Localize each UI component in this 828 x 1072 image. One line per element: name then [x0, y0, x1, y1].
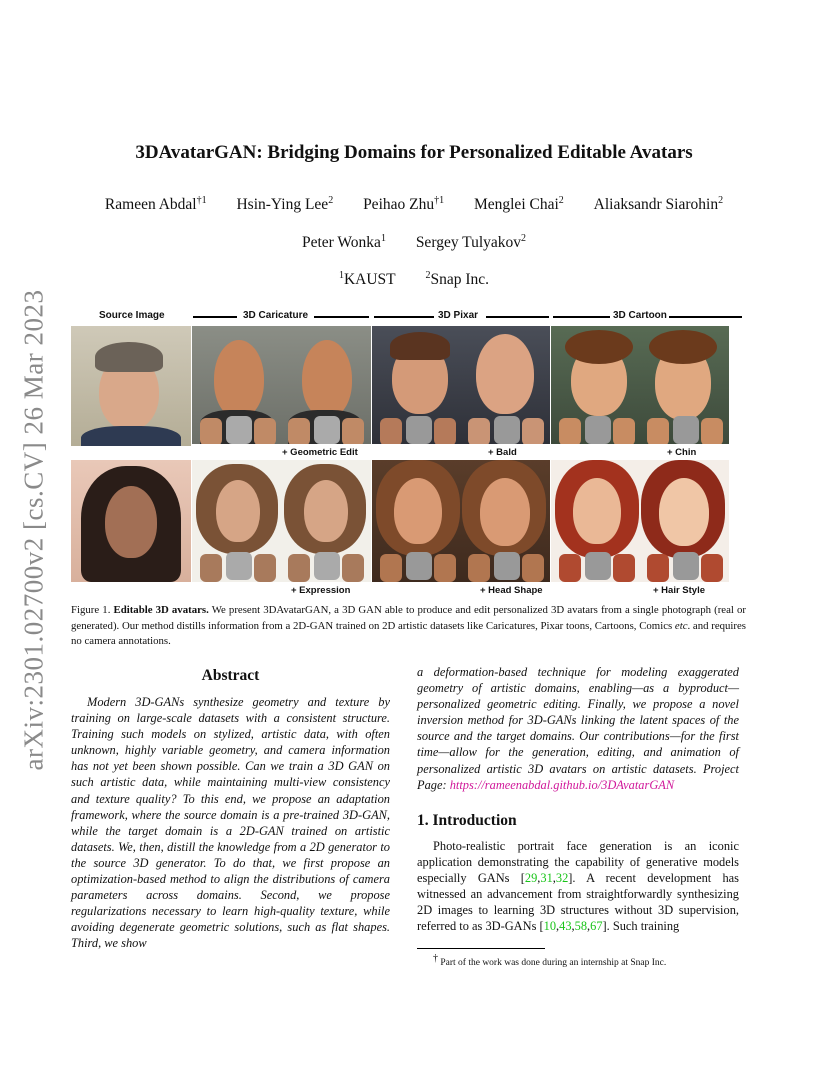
- abstract-heading: Abstract: [201, 667, 260, 684]
- affiliation: $^1$KAUST: [338, 270, 396, 289]
- caricature-panel-row2: [192, 460, 371, 582]
- caption-etc: etc: [674, 619, 688, 632]
- arrow-line: [553, 316, 610, 318]
- teaser-figure: [71, 304, 745, 596]
- abstract-continued: [417, 664, 739, 793]
- citation-link[interactable]: 31: [540, 871, 553, 886]
- cartoon-panel-row2: [551, 460, 729, 582]
- abstract-body: [71, 694, 390, 952]
- introduction-body: [417, 838, 739, 935]
- paper-title: 3DAvatarGAN: Bridging Domains for Personalized Editable Avatars: [135, 142, 693, 163]
- citation-link[interactable]: 29: [524, 871, 538, 886]
- authors-row-2: [0, 233, 828, 252]
- abstract-continued-text: a deformation-based technique for modeling exaggerated geometry of artistic domains, enabling—as a byproduct—personalized geometric editing. Finally, we propose a novel inversion method for 3D-GANs linking the latent spaces of the source and the target domains. Our contributions—for the first time—allow for the generation, editing, and animation of personalized artistic 3D avatars on artistic datasets.: [417, 665, 739, 776]
- project-page-link[interactable]: https://rameenabdal.github.io/3DAvatarGAN: [449, 777, 675, 792]
- citation-link[interactable]: 32: [555, 871, 569, 886]
- arrow-line: [374, 316, 434, 318]
- header-source-image: Source Image: [99, 310, 165, 321]
- footnote-divider: [417, 948, 545, 949]
- source-photo-female: [71, 460, 191, 582]
- authors-row-1: [0, 195, 828, 214]
- figure-caption: [71, 603, 746, 650]
- affiliation: $^2$Snap Inc.: [425, 270, 490, 289]
- affiliations: [0, 270, 828, 289]
- header-3d-pixar: 3D Pixar: [438, 310, 479, 321]
- author: Aliaksandr Siarohin$^2$: [593, 195, 724, 214]
- right-column: [417, 664, 739, 793]
- label-bald: + Bald: [488, 447, 517, 458]
- arrow-line: [193, 316, 237, 318]
- label-geometric-edit: + Geometric Edit: [282, 447, 358, 458]
- arrow-line: [669, 316, 742, 318]
- header-3d-caricature: 3D Caricature: [243, 310, 309, 321]
- label-expression: + Expression: [291, 585, 351, 596]
- pixar-panel-row2: [372, 460, 550, 582]
- abstract-paragraph: Modern 3D-GANs synthesize geometry and texture by training on large-scale datasets with a consistent structure. Training such models on stylized, artistic data, with often unknown, highly variable geometry, and camera information has not yet been shown possible. Can we train a 3D GAN on such artistic data, while maintaining multi-view consistency and texture quality? To this end, we propose an adaptation framework, where the source domain is a pre-trained 3D-GAN, while the target domain is a 2D-GAN trained on artistic datasets. We, then, distill the knowledge from a 2D generator to the source 3D generator. To do that, we first propose an optimization-based method to align the distributions of camera parameters across domains. Second, we propose regularizations necessary to learn high-quality texture, while avoiding degenerate geometric solutions, such as flat shapes. Third, we show: [71, 695, 390, 951]
- pixar-panel-row1: [372, 326, 550, 444]
- header-3d-cartoon: 3D Cartoon: [613, 310, 667, 321]
- citation-link[interactable]: 67: [590, 919, 603, 934]
- label-hair-style: + Hair Style: [653, 585, 706, 596]
- citation-link[interactable]: 43: [559, 919, 572, 934]
- introduction-heading: 1. Introduction: [417, 812, 517, 829]
- arxiv-stamp-text: arXiv:2301.02700v2 [cs.CV] 26 Mar 2023: [18, 289, 49, 771]
- project-page-label: Project Page:: [417, 761, 739, 792]
- caption-text-end: . and requires no camera annotations.: [71, 619, 746, 647]
- author: Peihao Zhu$^{\dagger 1}$: [363, 195, 445, 214]
- citation-link[interactable]: 10: [543, 919, 557, 934]
- source-photo-male: [71, 326, 191, 446]
- citation-link[interactable]: 58: [574, 919, 588, 934]
- arrow-line: [486, 316, 549, 318]
- footnote-text: Part of the work was done during an internship at Snap Inc.: [438, 958, 667, 969]
- author: Hsin-Ying Lee$^2$: [236, 195, 334, 214]
- intro-paragraph: Photo-realistic portrait face generation is an iconic application demonstrating the capability of generative models especially GANs [29,31,32]. A recent development has witnessed an advancement from straightforwardly synthesizing 2D images to learning 3D structures without 3D supervision, referred to as 3D-GANs [10,43,58,67]. Such training: [417, 839, 739, 934]
- caricature-panel-row1: [192, 326, 371, 444]
- cartoon-panel-row1: [551, 326, 729, 444]
- caption-label: Figure 1.: [71, 604, 111, 616]
- caption-text: We present 3DAvatarGAN, a 3D GAN able to produce and edit personalized 3D avatars from a single photograph (real or generated). Our method distills information from a 2D-GAN trained on 2D artistic datasets like Caricatures, Pixar toons, Cartoons, Comics: [71, 604, 746, 632]
- author: Menglei Chai$^2$: [473, 195, 564, 214]
- label-head-shape: + Head Shape: [480, 585, 543, 596]
- label-chin: + Chin: [667, 447, 697, 458]
- caption-bold: Editable 3D avatars.: [113, 604, 209, 616]
- footnote: † Part of the work was done during an internship at Snap Inc.: [433, 953, 667, 969]
- author: Peter Wonka$^1$: [301, 233, 386, 252]
- author: Rameen Abdal$^{\dagger 1}$: [104, 195, 207, 214]
- arrow-line: [314, 316, 369, 318]
- author: Sergey Tulyakov$^2$: [415, 233, 527, 252]
- arxiv-stamp: [12, 289, 56, 771]
